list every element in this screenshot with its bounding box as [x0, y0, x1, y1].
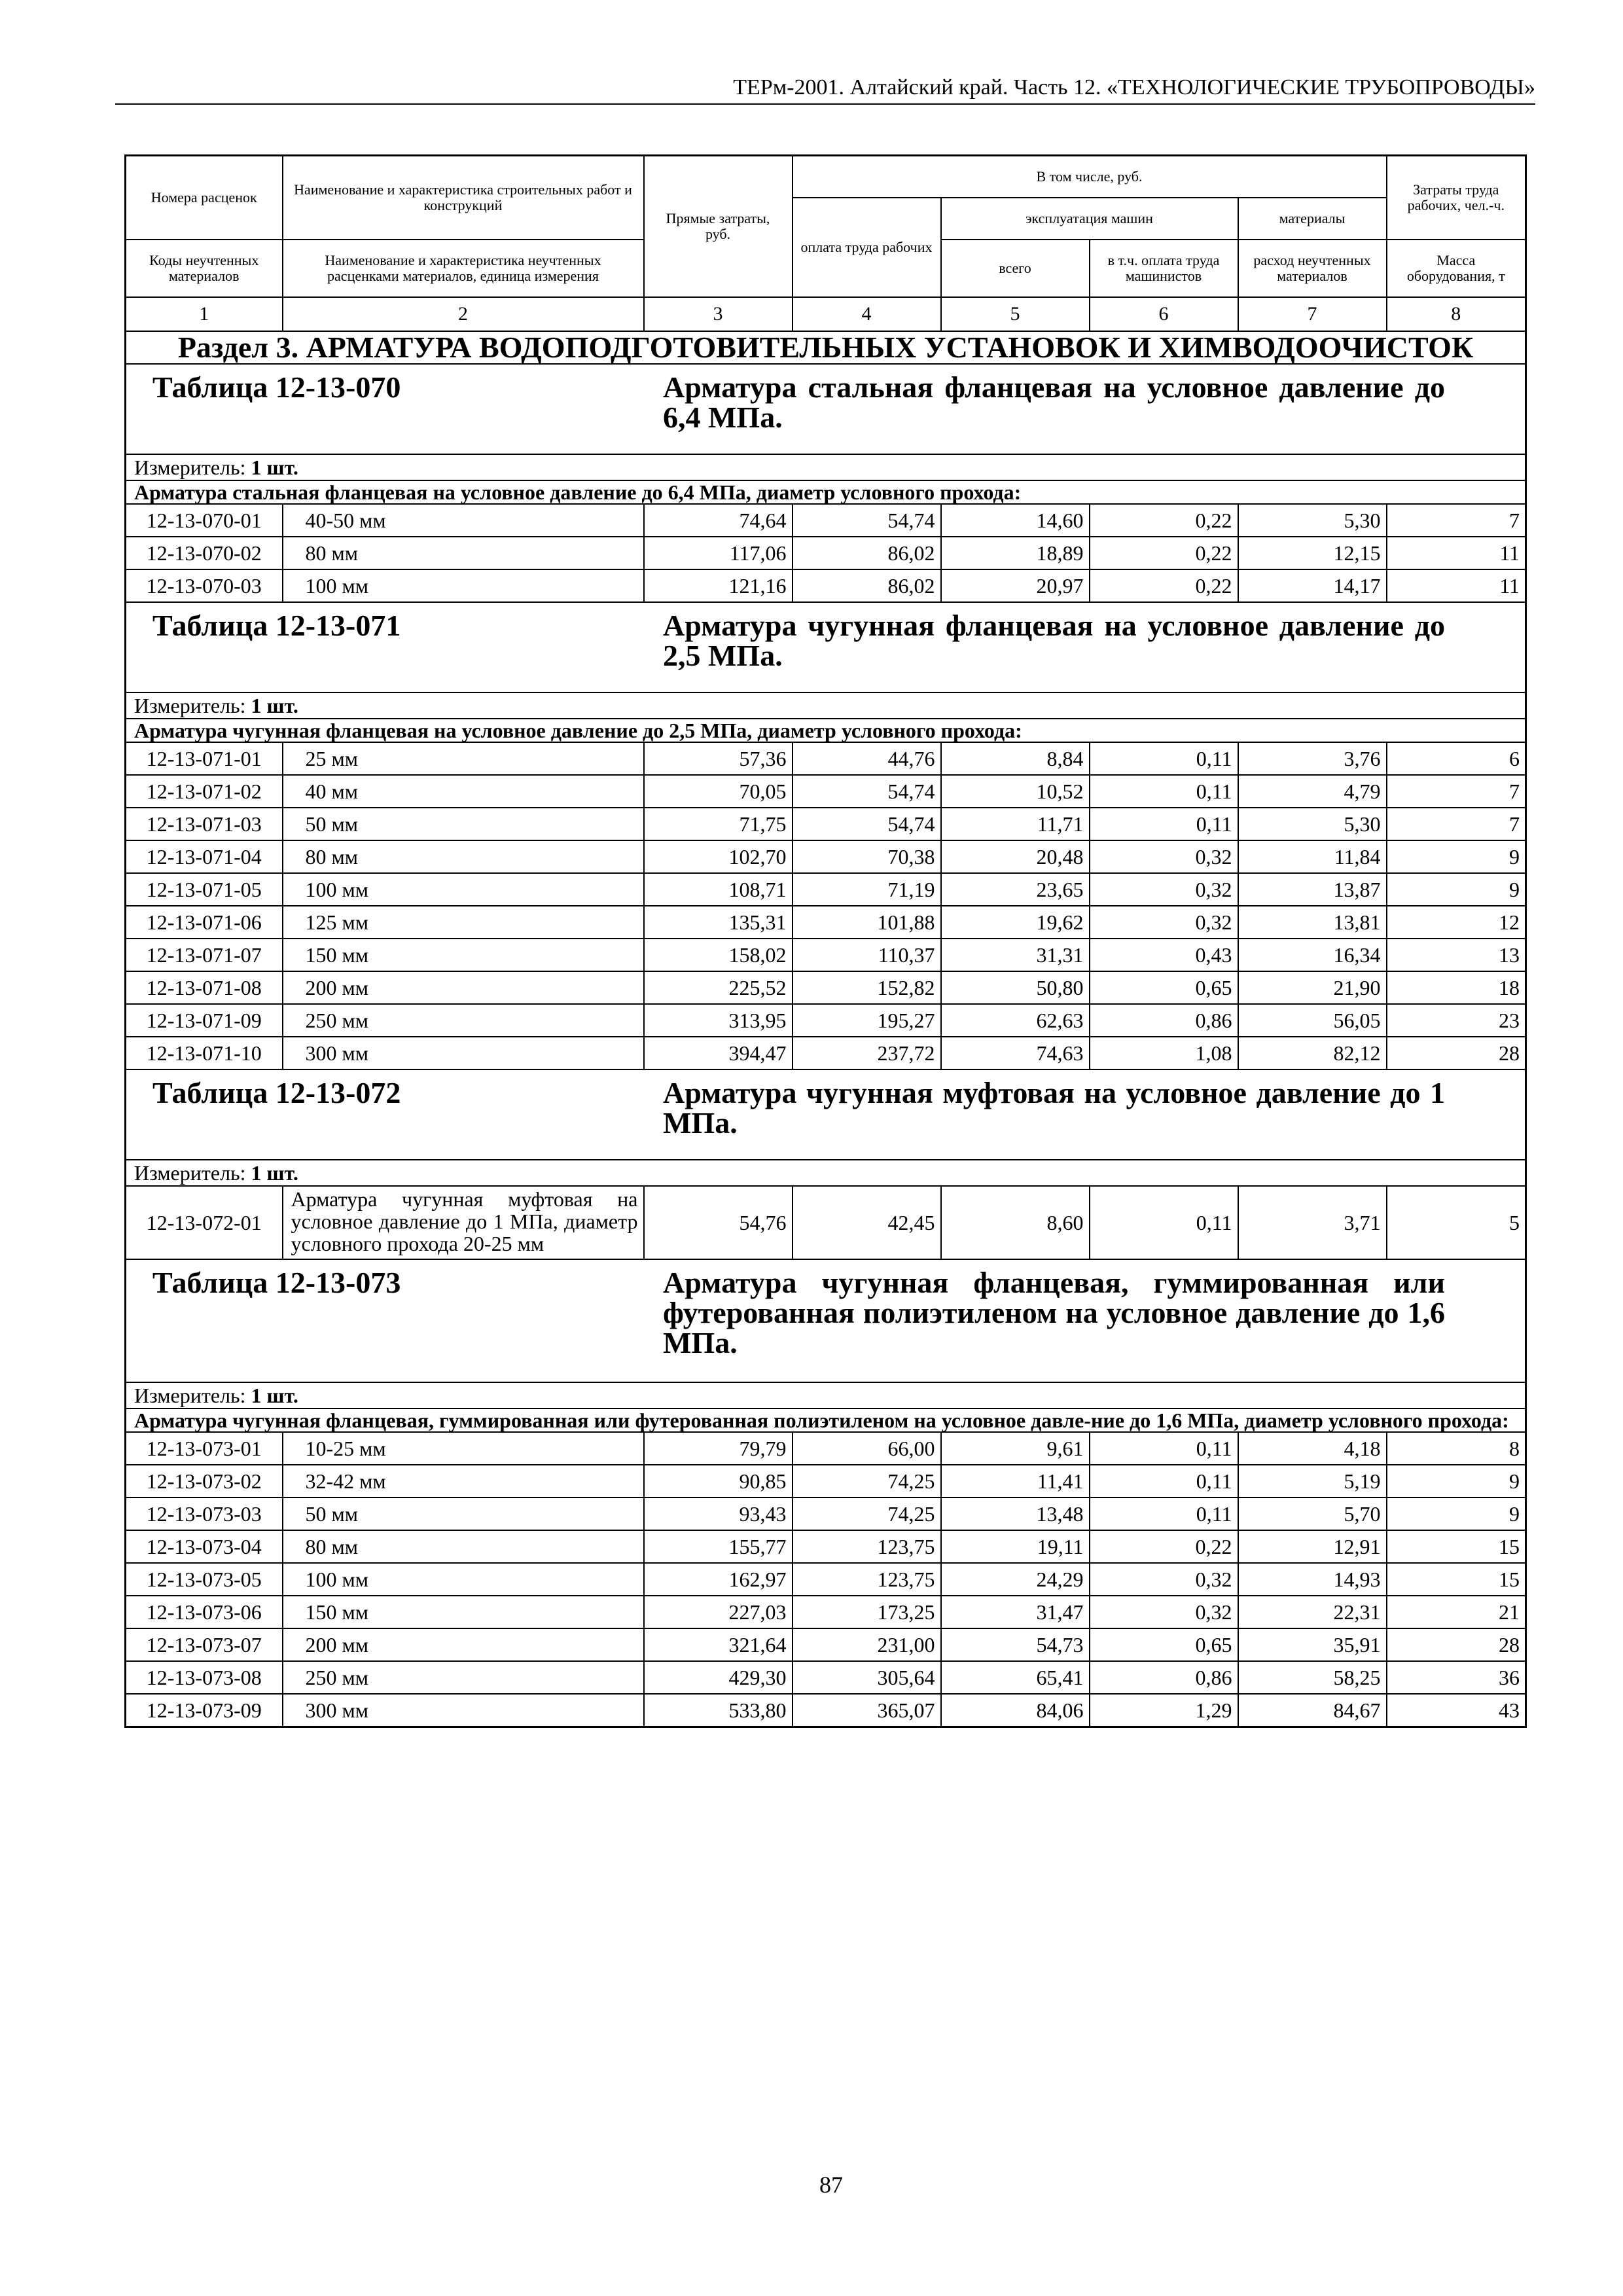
rate-code: 12-13-073-07	[126, 1628, 283, 1661]
rate-value-col6: 0,43	[1090, 939, 1238, 971]
table-row	[126, 808, 1526, 840]
rate-value-col4: 231,00	[793, 1628, 941, 1661]
rate-value-col8: 7	[1387, 504, 1526, 537]
rate-value-col7: 22,31	[1238, 1596, 1387, 1628]
rate-name: 50 мм	[283, 808, 644, 840]
meter-row	[126, 1160, 1526, 1186]
rate-value-col4: 305,64	[793, 1661, 941, 1694]
rate-name: 250 мм	[283, 1004, 644, 1037]
rate-code: 12-13-071-06	[126, 906, 283, 939]
table-number: Таблица 12-13-073	[152, 1265, 401, 1299]
category-text: Арматура чугунная фланцевая на условное давление до 2,5 МПа, диаметр условного прохода:	[126, 719, 1526, 742]
rate-value-col3: 394,47	[644, 1037, 793, 1069]
rate-code: 12-13-071-09	[126, 1004, 283, 1037]
rate-value-col6: 0,32	[1090, 1563, 1238, 1596]
table-row	[126, 504, 1526, 537]
rate-value-col8: 28	[1387, 1628, 1526, 1661]
table-row	[126, 1530, 1526, 1563]
rate-value-col7: 5,19	[1238, 1465, 1387, 1498]
rate-value-col5: 20,97	[941, 569, 1090, 602]
rate-value-col4: 54,74	[793, 504, 941, 537]
table-row	[126, 1498, 1526, 1530]
rate-value-col3: 102,70	[644, 840, 793, 873]
rate-value-col3: 227,03	[644, 1596, 793, 1628]
table-row	[126, 906, 1526, 939]
rate-name: 25 мм	[283, 742, 644, 775]
rate-value-col4: 44,76	[793, 742, 941, 775]
table-row	[126, 939, 1526, 971]
table-number: Таблица 12-13-072	[152, 1075, 401, 1109]
rate-code: 12-13-071-08	[126, 971, 283, 1004]
rate-value-col6: 0,11	[1090, 808, 1238, 840]
column-number: 1	[126, 297, 283, 331]
rate-code: 12-13-070-01	[126, 504, 283, 537]
rate-name: 100 мм	[283, 1563, 644, 1596]
rate-value-col5: 19,11	[941, 1530, 1090, 1563]
rate-value-col8: 9	[1387, 1465, 1526, 1498]
rate-value-col4: 74,25	[793, 1465, 941, 1498]
rate-code: 12-13-071-07	[126, 939, 283, 971]
rate-value-col4: 365,07	[793, 1694, 941, 1727]
meter-value: 1 шт.	[251, 455, 298, 479]
rate-value-col4: 237,72	[793, 1037, 941, 1069]
rate-value-col5: 14,60	[941, 504, 1090, 537]
rate-value-col6: 0,22	[1090, 1530, 1238, 1563]
rate-value-col3: 117,06	[644, 537, 793, 569]
rate-value-col7: 5,30	[1238, 808, 1387, 840]
table-row	[126, 1694, 1526, 1727]
rate-value-col3: 108,71	[644, 873, 793, 906]
rate-value-col3: 225,52	[644, 971, 793, 1004]
rate-value-col7: 4,18	[1238, 1432, 1387, 1465]
rate-value-col3: 135,31	[644, 906, 793, 939]
including-header: В том числе, руб.	[793, 156, 1387, 198]
category-row	[126, 1408, 1526, 1432]
column-number: 6	[1090, 297, 1238, 331]
rate-value-col7: 14,17	[1238, 569, 1387, 602]
rate-value-col6: 0,22	[1090, 569, 1238, 602]
table-title-row	[126, 602, 1526, 692]
rate-name: Арматура чугунная муфтовая на условное давление до 1 МПа, диаметр условного прохода 20-25 мм	[283, 1186, 644, 1259]
rate-code: 12-13-073-03	[126, 1498, 283, 1530]
rate-value-col3: 74,64	[644, 504, 793, 537]
table-row	[126, 1465, 1526, 1498]
rate-value-col4: 42,45	[793, 1186, 941, 1259]
table-row	[126, 569, 1526, 602]
rate-value-col7: 35,91	[1238, 1628, 1387, 1661]
rate-value-col6: 0,22	[1090, 504, 1238, 537]
rate-value-col7: 5,70	[1238, 1498, 1387, 1530]
col8-top-header: Затраты труда рабочих, чел.-ч.	[1387, 156, 1526, 240]
rate-value-col6: 0,11	[1090, 1186, 1238, 1259]
rate-value-col5: 20,48	[941, 840, 1090, 873]
rate-value-col5: 62,63	[941, 1004, 1090, 1037]
table-row	[126, 1037, 1526, 1069]
rate-value-col7: 3,76	[1238, 742, 1387, 775]
section-title: Раздел 3. АРМАТУРА ВОДОПОДГОТОВИТЕЛЬНЫХ УСТАНОВОК И ХИМВОДООЧИСТОК	[126, 331, 1526, 364]
category-text: Арматура стальная фланцевая на условное давление до 6,4 МПа, диаметр условного прохода:	[126, 480, 1526, 504]
column-number: 8	[1387, 297, 1526, 331]
rate-value-col6: 0,65	[1090, 971, 1238, 1004]
rate-value-col7: 21,90	[1238, 971, 1387, 1004]
rate-value-col6: 0,11	[1090, 742, 1238, 775]
table-row	[126, 537, 1526, 569]
col3-header: Прямые затраты, руб.	[644, 156, 793, 297]
table-row	[126, 1186, 1526, 1259]
rate-value-col4: 86,02	[793, 569, 941, 602]
rate-value-col5: 8,60	[941, 1186, 1090, 1259]
rate-value-col4: 123,75	[793, 1563, 941, 1596]
table-number: Таблица 12-13-070	[152, 370, 401, 404]
rate-value-col3: 90,85	[644, 1465, 793, 1498]
rate-value-col6: 0,11	[1090, 1465, 1238, 1498]
rate-value-col5: 74,63	[941, 1037, 1090, 1069]
table-row	[126, 1432, 1526, 1465]
rate-value-col4: 54,74	[793, 808, 941, 840]
table-row	[126, 873, 1526, 906]
rate-name: 300 мм	[283, 1037, 644, 1069]
table-name: Арматура чугунная фланцевая на условное давление до 2,5 МПа.	[663, 608, 1445, 672]
col7-header: расход неучтенных материалов	[1238, 240, 1387, 297]
rate-value-col6: 0,11	[1090, 1498, 1238, 1530]
meter-row	[126, 1382, 1526, 1408]
rate-name: 80 мм	[283, 840, 644, 873]
rate-value-col3: 162,97	[644, 1563, 793, 1596]
table-row	[126, 1628, 1526, 1661]
rate-value-col8: 21	[1387, 1596, 1526, 1628]
table-number: Таблица 12-13-071	[152, 608, 401, 642]
rate-name: 100 мм	[283, 569, 644, 602]
col2-bottom-header: Наименование и характеристика неучтенных расценками материалов, единица измерения	[283, 240, 644, 297]
rate-code: 12-13-071-03	[126, 808, 283, 840]
rate-code: 12-13-071-05	[126, 873, 283, 906]
table-row	[126, 971, 1526, 1004]
rate-value-col5: 19,62	[941, 906, 1090, 939]
rate-value-col7: 4,79	[1238, 775, 1387, 808]
rate-value-col3: 70,05	[644, 775, 793, 808]
rate-name: 80 мм	[283, 1530, 644, 1563]
rate-value-col4: 101,88	[793, 906, 941, 939]
rate-value-col8: 36	[1387, 1661, 1526, 1694]
table-row	[126, 1563, 1526, 1596]
category-row	[126, 719, 1526, 742]
meter-row	[126, 454, 1526, 480]
rate-value-col3: 54,76	[644, 1186, 793, 1259]
rate-name: 32-42 мм	[283, 1465, 644, 1498]
rate-value-col5: 18,89	[941, 537, 1090, 569]
rate-value-col3: 533,80	[644, 1694, 793, 1727]
rate-name: 40 мм	[283, 775, 644, 808]
table-name: Арматура стальная фланцевая на условное давление до 6,4 МПа.	[663, 370, 1445, 434]
rate-value-col8: 9	[1387, 1498, 1526, 1530]
rate-code: 12-13-070-02	[126, 537, 283, 569]
rate-name: 100 мм	[283, 873, 644, 906]
rate-value-col8: 12	[1387, 906, 1526, 939]
rate-value-col7: 11,84	[1238, 840, 1387, 873]
column-number: 7	[1238, 297, 1387, 331]
table-row	[126, 775, 1526, 808]
rate-value-col4: 71,19	[793, 873, 941, 906]
page-number: 87	[819, 2172, 843, 2198]
rate-code: 12-13-073-02	[126, 1465, 283, 1498]
rate-value-col6: 0,32	[1090, 906, 1238, 939]
rate-value-col8: 11	[1387, 569, 1526, 602]
rate-value-col3: 158,02	[644, 939, 793, 971]
rate-value-col6: 0,86	[1090, 1661, 1238, 1694]
rate-code: 12-13-073-08	[126, 1661, 283, 1694]
rate-value-col8: 13	[1387, 939, 1526, 971]
rate-name: 80 мм	[283, 537, 644, 569]
col8-bottom-header: Масса оборудования, т	[1387, 240, 1526, 297]
rate-value-col3: 155,77	[644, 1530, 793, 1563]
col6-header: в т.ч. оплата труда машинистов	[1090, 240, 1238, 297]
rate-value-col8: 11	[1387, 537, 1526, 569]
rate-value-col3: 93,43	[644, 1498, 793, 1530]
column-number: 3	[644, 297, 793, 331]
rate-value-col5: 31,31	[941, 939, 1090, 971]
rate-value-col8: 15	[1387, 1563, 1526, 1596]
rate-value-col6: 1,29	[1090, 1694, 1238, 1727]
meter-value: 1 шт.	[251, 1383, 298, 1407]
rate-code: 12-13-073-06	[126, 1596, 283, 1628]
rate-name: 125 мм	[283, 906, 644, 939]
rate-value-col5: 13,48	[941, 1498, 1090, 1530]
rate-code: 12-13-070-03	[126, 569, 283, 602]
rate-name: 150 мм	[283, 939, 644, 971]
rate-value-col5: 65,41	[941, 1661, 1090, 1694]
column-number: 5	[941, 297, 1090, 331]
table-title-row	[126, 1069, 1526, 1160]
rate-value-col6: 0,65	[1090, 1628, 1238, 1661]
rate-value-col5: 10,52	[941, 775, 1090, 808]
meter-label: Измеритель:	[134, 455, 251, 479]
rate-value-col5: 54,73	[941, 1628, 1090, 1661]
col5-header: всего	[941, 240, 1090, 297]
table-row	[126, 742, 1526, 775]
rate-value-col4: 110,37	[793, 939, 941, 971]
rate-value-col5: 50,80	[941, 971, 1090, 1004]
table-title-row	[126, 364, 1526, 454]
rate-value-col4: 66,00	[793, 1432, 941, 1465]
rate-value-col7: 12,91	[1238, 1530, 1387, 1563]
col4-header: оплата труда рабочих	[793, 198, 941, 297]
col2-top-header: Наименование и характеристика строительных работ и конструкций	[283, 156, 644, 240]
column-number: 4	[793, 297, 941, 331]
rate-value-col6: 0,86	[1090, 1004, 1238, 1037]
rate-value-col4: 54,74	[793, 775, 941, 808]
rate-value-col6: 1,08	[1090, 1037, 1238, 1069]
rate-value-col4: 152,82	[793, 971, 941, 1004]
table-title-row	[126, 1259, 1526, 1382]
machines-header: эксплуатация машин	[941, 198, 1238, 240]
rate-value-col4: 123,75	[793, 1530, 941, 1563]
rate-value-col6: 0,22	[1090, 537, 1238, 569]
rate-value-col6: 0,11	[1090, 1432, 1238, 1465]
rate-code: 12-13-071-01	[126, 742, 283, 775]
table-name: Арматура чугунная муфтовая на условное давление до 1 МПа.	[663, 1075, 1445, 1139]
rate-code: 12-13-071-10	[126, 1037, 283, 1069]
column-number: 2	[283, 297, 644, 331]
rate-value-col5: 8,84	[941, 742, 1090, 775]
rate-value-col7: 56,05	[1238, 1004, 1387, 1037]
rate-value-col3: 429,30	[644, 1661, 793, 1694]
rate-value-col8: 15	[1387, 1530, 1526, 1563]
rate-code: 12-13-072-01	[126, 1186, 283, 1259]
rate-value-col7: 14,93	[1238, 1563, 1387, 1596]
rate-code: 12-13-071-04	[126, 840, 283, 873]
meter-row	[126, 692, 1526, 719]
rate-value-col8: 28	[1387, 1037, 1526, 1069]
rate-value-col8: 8	[1387, 1432, 1526, 1465]
rate-value-col5: 11,71	[941, 808, 1090, 840]
category-text: Арматура чугунная фланцевая, гуммированная или футерованная полиэтиленом на условное давле-ние до 1,6 МПа, диаметр условного прохода:	[126, 1408, 1526, 1432]
rate-name: 10-25 мм	[283, 1432, 644, 1465]
rate-value-col3: 57,36	[644, 742, 793, 775]
meter-label: Измеритель:	[134, 1383, 251, 1407]
meter-value: 1 шт.	[251, 693, 298, 717]
rate-value-col3: 313,95	[644, 1004, 793, 1037]
rate-value-col8: 43	[1387, 1694, 1526, 1727]
rate-value-col7: 5,30	[1238, 504, 1387, 537]
rate-value-col6: 0,32	[1090, 873, 1238, 906]
meter-label: Измеритель:	[134, 693, 251, 717]
rate-value-col5: 31,47	[941, 1596, 1090, 1628]
table-name: Арматура чугунная фланцевая, гуммированная или футерованная полиэтиленом на условное давление до 1,6 МПа.	[663, 1265, 1445, 1359]
rate-name: 250 мм	[283, 1661, 644, 1694]
rate-value-col7: 16,34	[1238, 939, 1387, 971]
table-row	[126, 840, 1526, 873]
rate-code: 12-13-073-04	[126, 1530, 283, 1563]
rate-value-col3: 79,79	[644, 1432, 793, 1465]
rate-value-col4: 74,25	[793, 1498, 941, 1530]
running-header: ТЕРм-2001. Алтайский край. Часть 12. «ТЕХНОЛОГИЧЕСКИЕ ТРУБОПРОВОДЫ»	[733, 75, 1535, 99]
rate-value-col7: 13,87	[1238, 873, 1387, 906]
table-row	[126, 1596, 1526, 1628]
table-row	[126, 1661, 1526, 1694]
rate-name: 150 мм	[283, 1596, 644, 1628]
rate-name: 300 мм	[283, 1694, 644, 1727]
rate-name: 200 мм	[283, 1628, 644, 1661]
rate-value-col5: 23,65	[941, 873, 1090, 906]
rate-value-col8: 6	[1387, 742, 1526, 775]
rate-name: 50 мм	[283, 1498, 644, 1530]
rate-value-col8: 5	[1387, 1186, 1526, 1259]
rate-value-col5: 24,29	[941, 1563, 1090, 1596]
rate-name: 40-50 мм	[283, 504, 644, 537]
rate-value-col6: 0,11	[1090, 775, 1238, 808]
rate-value-col4: 86,02	[793, 537, 941, 569]
rate-value-col7: 3,71	[1238, 1186, 1387, 1259]
rate-value-col5: 11,41	[941, 1465, 1090, 1498]
rate-value-col8: 7	[1387, 808, 1526, 840]
rate-value-col4: 195,27	[793, 1004, 941, 1037]
rate-value-col8: 9	[1387, 873, 1526, 906]
rate-code: 12-13-071-02	[126, 775, 283, 808]
meter-label: Измеритель:	[134, 1160, 251, 1185]
rate-value-col6: 0,32	[1090, 840, 1238, 873]
col1-top-header: Номера расценок	[126, 156, 283, 240]
col1-bottom-header: Коды неучтенных материалов	[126, 240, 283, 297]
rates-table	[124, 154, 1527, 1728]
rate-value-col7: 13,81	[1238, 906, 1387, 939]
rate-value-col3: 321,64	[644, 1628, 793, 1661]
rate-value-col4: 173,25	[793, 1596, 941, 1628]
rate-value-col7: 84,67	[1238, 1694, 1387, 1727]
rate-value-col8: 23	[1387, 1004, 1526, 1037]
meter-value: 1 шт.	[251, 1160, 298, 1185]
rate-value-col4: 70,38	[793, 840, 941, 873]
rate-code: 12-13-073-05	[126, 1563, 283, 1596]
rate-value-col8: 7	[1387, 775, 1526, 808]
rate-value-col5: 84,06	[941, 1694, 1090, 1727]
rate-value-col7: 82,12	[1238, 1037, 1387, 1069]
rate-value-col8: 9	[1387, 840, 1526, 873]
rate-value-col7: 58,25	[1238, 1661, 1387, 1694]
rate-value-col6: 0,32	[1090, 1596, 1238, 1628]
rate-code: 12-13-073-09	[126, 1694, 283, 1727]
table-row	[126, 1004, 1526, 1037]
rate-value-col3: 71,75	[644, 808, 793, 840]
rate-code: 12-13-073-01	[126, 1432, 283, 1465]
rate-value-col5: 9,61	[941, 1432, 1090, 1465]
rate-value-col8: 18	[1387, 971, 1526, 1004]
rate-value-col3: 121,16	[644, 569, 793, 602]
header-rule	[115, 103, 1535, 105]
rate-name: 200 мм	[283, 971, 644, 1004]
materials-header: материалы	[1238, 198, 1387, 240]
category-row	[126, 480, 1526, 504]
rate-value-col7: 12,15	[1238, 537, 1387, 569]
